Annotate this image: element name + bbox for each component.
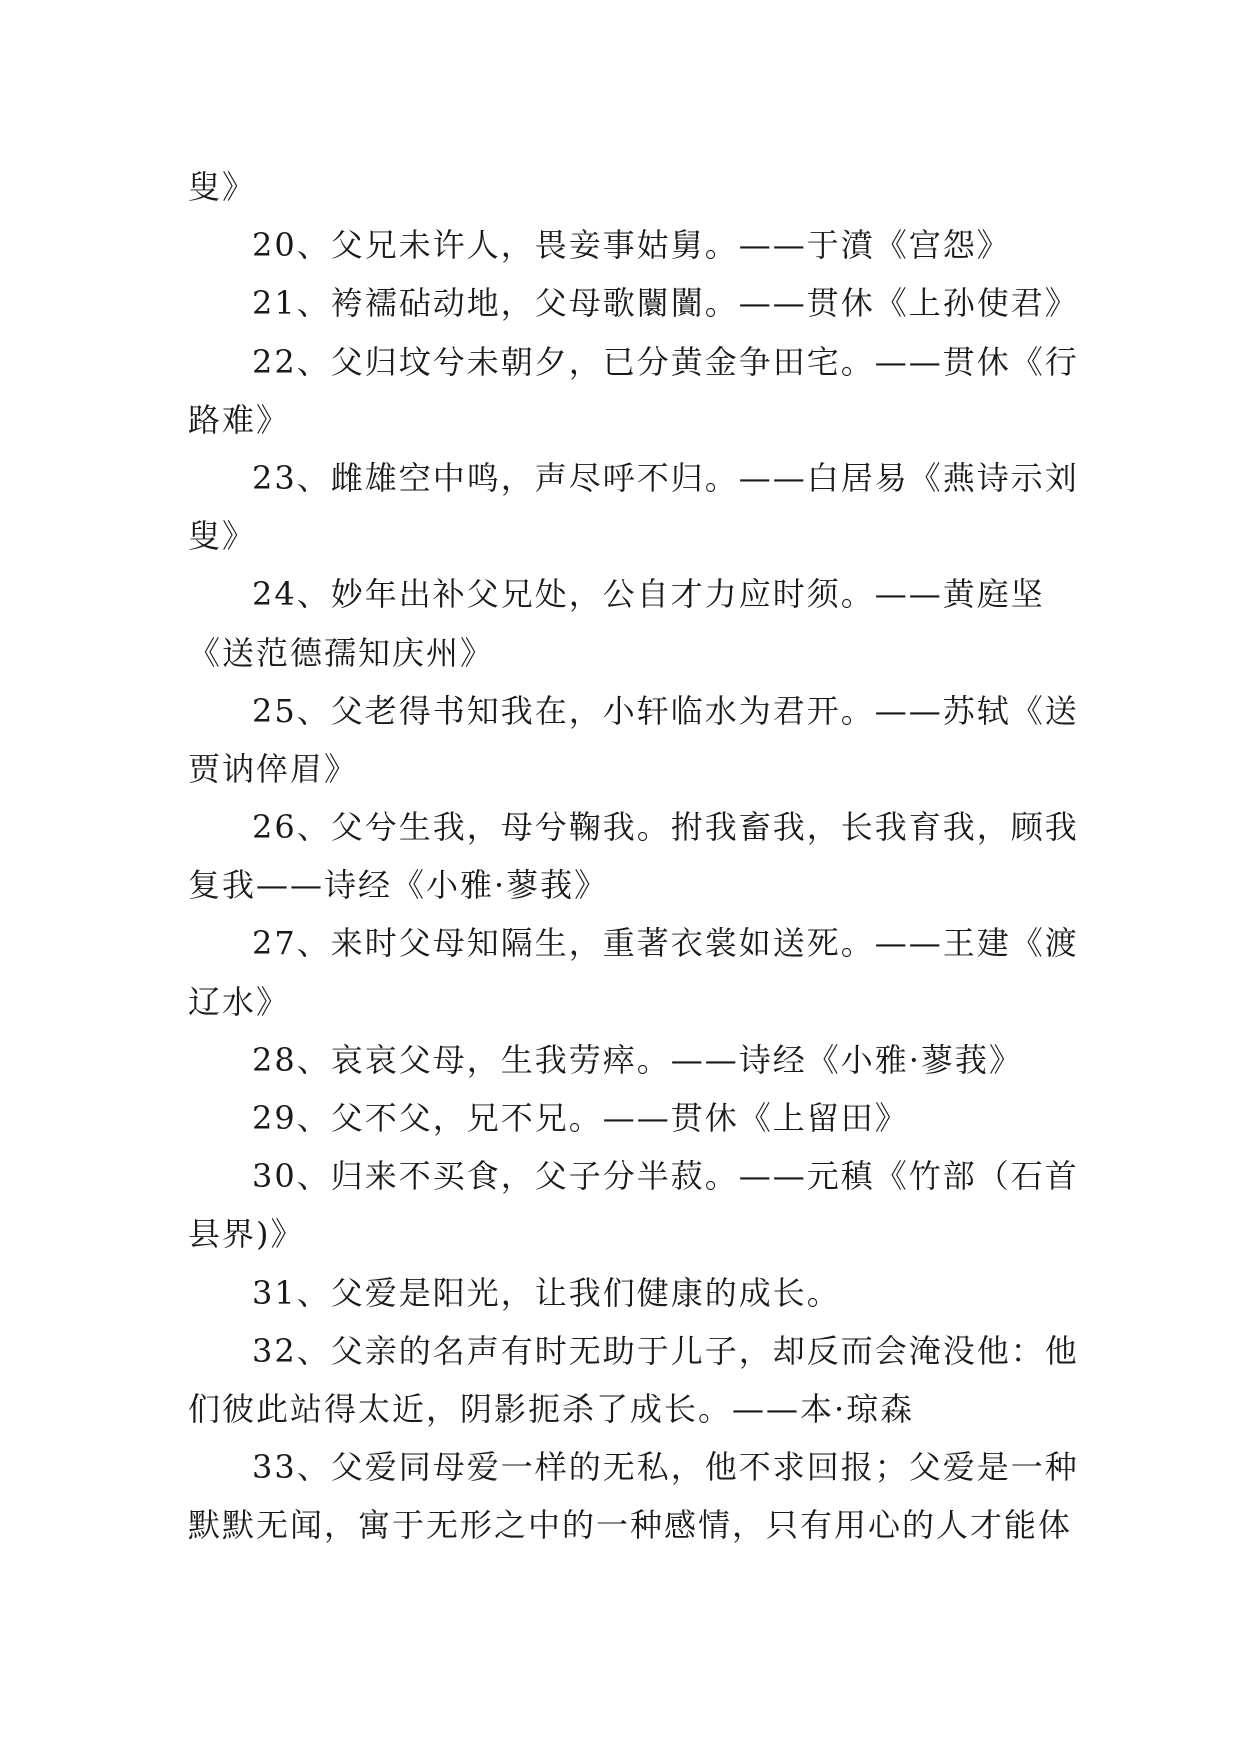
text-line: 23、雌雄空中鸣，声尽呼不归。——白居易《燕诗示刘 (252, 458, 1079, 497)
text-line: 复我——诗经《小雅·蓼莪》 (188, 866, 609, 905)
text-line: 贾讷倅眉》 (188, 749, 359, 788)
text-line: 叟》 (188, 168, 257, 206)
text-line: 路难》 (188, 400, 291, 439)
text-line: 们彼此站得太近，阴影扼杀了成长。——本·琼森 (188, 1389, 915, 1428)
document-body (188, 158, 1079, 1555)
text-line: 31、父爱是阳光，让我们健康的成长。 (252, 1273, 841, 1312)
text-line: 29、父不父，兄不兄。——贯休《上留田》 (252, 1099, 909, 1137)
text-line: 辽水》 (188, 982, 291, 1021)
text-line: 27、来时父母知隔生，重著衣裳如送死。——王建《渡 (252, 924, 1079, 963)
text-line: 30、归来不买食，父子分半菽。——元稹《竹部（石首 (252, 1157, 1079, 1196)
text-line: 叟》 (188, 517, 257, 556)
text-line: 28、哀哀父母，生我劳瘁。——诗经《小雅·蓼莪》 (252, 1040, 1023, 1079)
text-line: 21、袴襦砧动地，父母歌闤闠。——贯休《上孙使君》 (252, 284, 1079, 323)
text-line: 26、父兮生我，母兮鞠我。拊我畜我，长我育我，顾我 (252, 808, 1079, 847)
text-line: 县界)》 (188, 1215, 305, 1254)
text-line: 32、父亲的名声有时无助于儿子，却反而会淹没他：他 (252, 1331, 1079, 1370)
text-line: 33、父爱同母爱一样的无私，他不求回报；父爱是一种 (252, 1448, 1079, 1487)
text-line: 25、父老得书知我在，小轩临水为君开。——苏轼《送 (252, 691, 1079, 730)
text-line: 《送范德孺知庆州》 (188, 633, 495, 672)
text-line: 默默无闻，寓于无形之中的一种感情，只有用心的人才能体 (188, 1506, 1073, 1545)
text-line: 24、妙年出补父兄处，公自才力应时须。——黄庭坚 (252, 575, 1045, 614)
text-line: 22、父归坟兮未朝夕，已分黄金争田宅。——贯休《行 (252, 342, 1079, 381)
text-line: 20、父兄未许人，畏妾事姑舅。——于濆《宫怨》 (252, 226, 1011, 265)
